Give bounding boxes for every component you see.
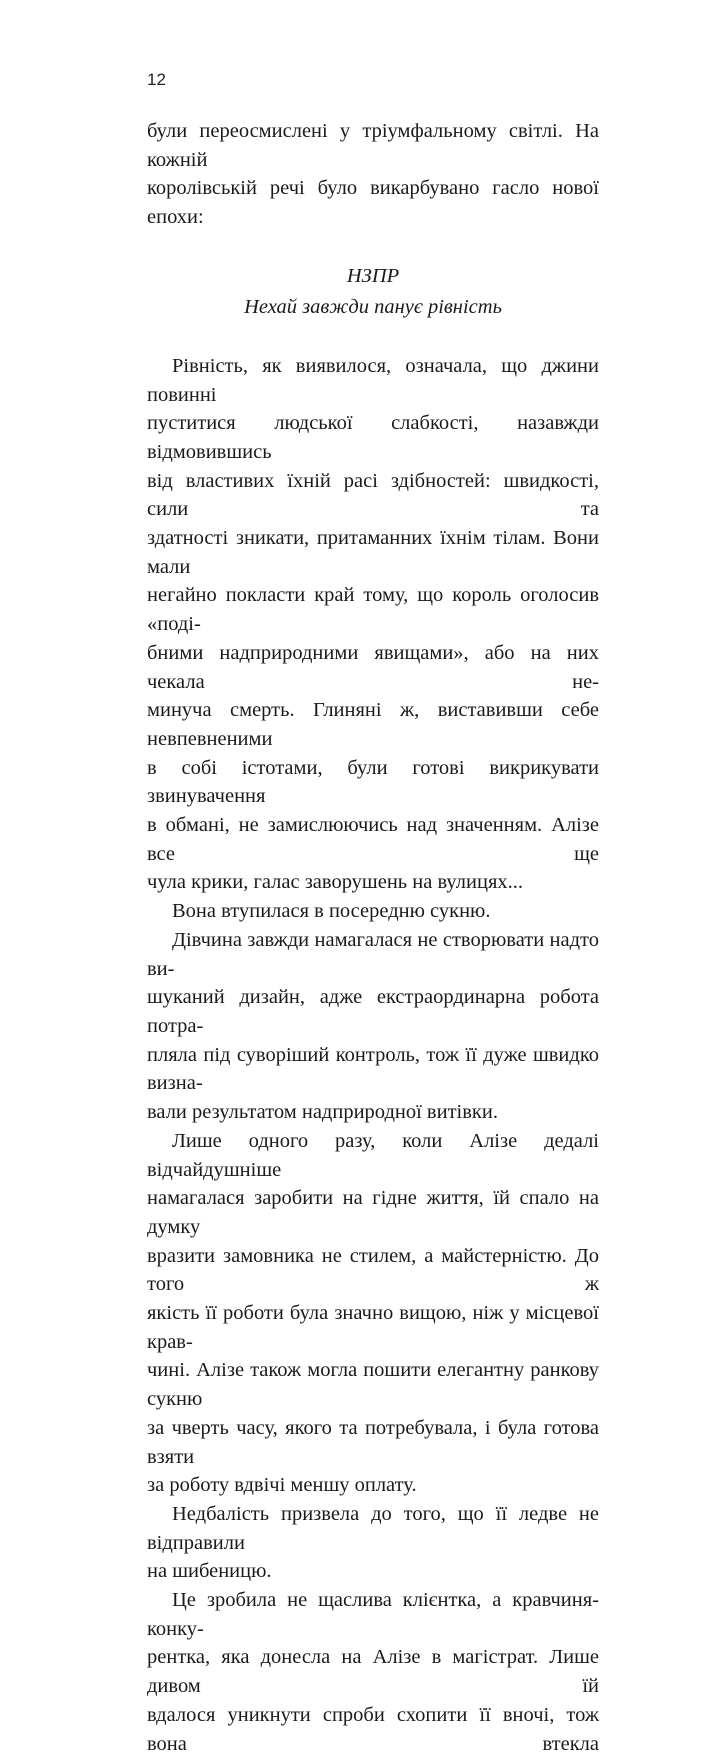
text-line: Вона втупилася в посередню сукню. [172,900,491,923]
text-line: в собі істотами, були готові викрикувати звинувачення [147,756,599,808]
text-line: минуча смерть. Глиняні ж, виставивши себе невпевненими [147,699,599,750]
text-line: на шибеницю. [147,1560,272,1583]
intro-paragraph [147,117,599,232]
page-body [147,117,599,1758]
paragraph-design [147,926,599,1127]
text-line: в обмані, не замислюючись над значенням. Алізе все ще [147,814,599,865]
page-number: 12 [147,70,166,89]
text-line: вразити замовника не стилем, а майстерністю. До того ж [147,1244,599,1296]
text-line: намагалася заробити на гідне життя, їй спало на думку [147,1187,599,1238]
motto-text: Нехай завжди панує рівність [244,295,502,318]
text-line: вали результатом надприродної витівки. [147,1101,498,1124]
text-line: Рівність, як виявилося, означала, що джини повинні [147,354,599,406]
text-line: негайно покласти край тому, що король оголосив «поді- [147,584,599,636]
text-line: пляла під суворіший контроль, тож її дуже швидко визна- [147,1043,599,1095]
paragraph-negligence [147,1500,599,1586]
motto [147,261,599,323]
text-line: чині. Алізе також могла пошити елегантну ранкову сукню [147,1359,599,1411]
text-line: рентка, яка донесла на Алізе в магістрат. Лише дивом їй [147,1646,599,1698]
paragraph-once [147,1127,599,1500]
text-line: вдалося уникнути спроби схопити її вночі, тож вона втекла [147,1703,599,1755]
paragraph-dress [147,897,599,926]
text-line: чула крики, галас заворушень на вулицях... [147,871,524,894]
paragraph-rival [147,1586,599,1758]
text-line: королівській речі було викарбувано гасло нової епохи: [147,177,599,229]
text-line: Це зробила не щаслива клієнтка, а кравчиня-конку- [147,1589,599,1640]
text-line: пуститися людської слабкості, назавжди відмовившись [147,412,599,463]
text-line: бними надприродними явищами», або на них чекала не- [147,641,599,693]
paragraph-equality [147,352,599,897]
text-line: Лише одного разу, коли Алізе дедалі відчайдушніше [147,1129,599,1181]
text-line: здатності зникати, притаманних їхнім тілам. Вони мали [147,527,599,578]
text-line: за роботу вдвічі меншу оплату. [147,1474,417,1497]
text-line: Недбалість призвела до того, що її ледве не відправили [147,1502,599,1554]
text-line: від властивих їхній расі здібностей: швидкості, сили та [147,469,599,521]
text-line: якість її роботи була значно вищою, ніж у місцевої крав- [147,1302,599,1353]
text-line: шуканий дизайн, адже екстраординарна робота потра- [147,986,599,1037]
text-line: Дівчина завжди намагалася не створювати надто ви- [147,928,599,980]
text-line: були переосмислені у тріумфальному світлі. На кожній [147,120,599,171]
motto-acronym: НЗПР [346,264,400,287]
text-line: за чверть часу, якого та потребувала, і була готова взяти [147,1416,599,1468]
